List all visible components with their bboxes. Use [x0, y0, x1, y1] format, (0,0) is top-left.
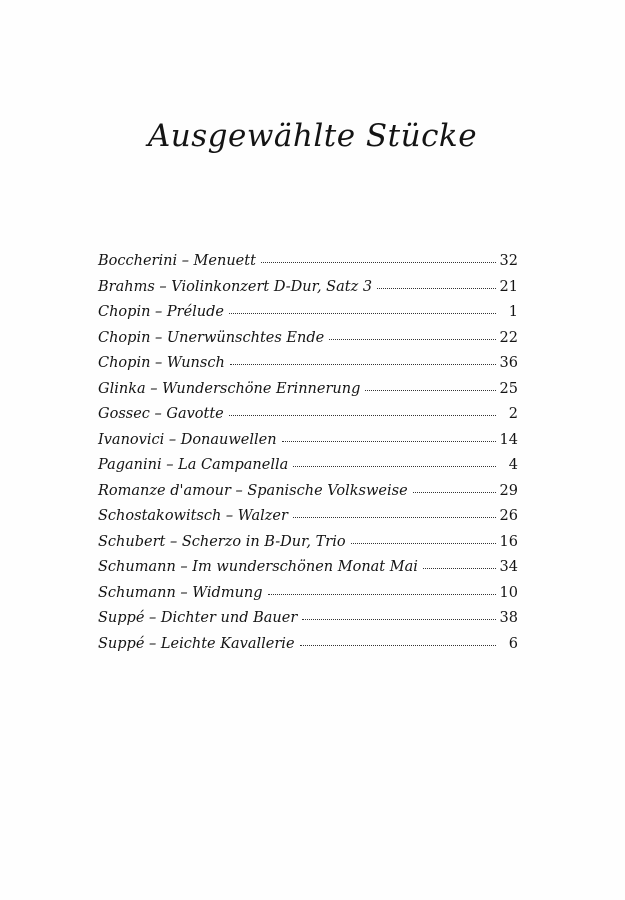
toc-page-number: 21: [499, 278, 518, 295]
toc-entry-title: Suppé – Leichte Kavallerie: [98, 635, 295, 652]
toc-entry-title: Boccherini – Menuett: [98, 253, 256, 269]
toc-page-number: 6: [508, 635, 518, 652]
toc-entry: [98, 636, 518, 662]
toc-entry-title: Schostakowitsch – Walzer: [98, 508, 288, 524]
toc-entry-title: Ivanovici – Donauwellen: [98, 431, 277, 448]
toc-page-number: 38: [499, 610, 518, 626]
toc-entry-title: Chopin – Wunsch: [98, 355, 225, 371]
toc-entry: [98, 432, 518, 458]
toc-entry-title: Schumann – Im wunderschönen Monat Mai: [98, 559, 418, 575]
toc-entry: [98, 355, 518, 381]
toc-entry-title: Schumann – Widmung: [98, 584, 263, 601]
toc-entry: [98, 279, 518, 305]
toc-entry-title: Chopin – Prélude: [98, 304, 224, 320]
toc-entry-title: Chopin – Unerwünschtes Ende: [98, 329, 325, 346]
toc-entry: [98, 534, 518, 560]
toc-page-number: 36: [499, 355, 518, 371]
toc-page-number: 10: [499, 584, 518, 601]
toc-entry: [98, 457, 518, 483]
dot-leader: [229, 313, 496, 314]
toc-page-number: 4: [508, 457, 518, 473]
toc-entry: [98, 304, 518, 330]
toc-entry: [98, 610, 518, 636]
toc-entry: [98, 483, 518, 509]
toc-page-number: 22: [499, 329, 518, 346]
page-title: Ausgewählte Stücke: [147, 118, 478, 154]
toc-page-number: 32: [499, 253, 518, 269]
table-of-contents: [98, 253, 518, 661]
toc-entry-title: Romanze d'amour – Spanische Volksweise: [98, 482, 408, 499]
toc-entry-title: Schubert – Scherzo in B-Dur, Trio: [98, 533, 346, 550]
toc-page-number: 25: [499, 380, 518, 397]
toc-entry: [98, 381, 518, 407]
dot-leader: [261, 262, 496, 263]
toc-entry: [98, 253, 518, 279]
dot-leader: [377, 288, 495, 289]
dot-leader: [300, 645, 496, 646]
toc-entry-title: Suppé – Dichter und Bauer: [98, 610, 298, 626]
toc-entry-title: Brahms – Violinkonzert D-Dur, Satz 3: [98, 278, 373, 295]
toc-entry-title: Glinka – Wunderschöne Erinnerung: [98, 380, 361, 397]
toc-entry: [98, 585, 518, 611]
toc-page-number: 34: [499, 559, 518, 575]
dot-leader: [282, 441, 496, 442]
dot-leader: [365, 390, 495, 391]
toc-entry-title: Gossec – Gavotte: [98, 406, 224, 422]
dot-leader: [423, 568, 496, 569]
dot-leader: [268, 594, 496, 595]
dot-leader: [413, 492, 496, 493]
toc-entry-title: Paganini – La Campanella: [98, 457, 289, 473]
toc-page-number: 2: [508, 406, 518, 422]
dot-leader: [293, 517, 496, 518]
dot-leader: [229, 415, 496, 416]
toc-page-number: 29: [499, 482, 518, 499]
dot-leader: [293, 466, 496, 467]
dot-leader: [302, 619, 495, 620]
toc-entry: [98, 508, 518, 534]
dot-leader: [351, 543, 496, 544]
toc-entry: [98, 559, 518, 585]
toc-page-number: 1: [508, 304, 518, 320]
dot-leader: [329, 339, 495, 340]
toc-page-number: 26: [499, 508, 518, 524]
toc-entry: [98, 330, 518, 356]
dot-leader: [230, 364, 496, 365]
toc-entry: [98, 406, 518, 432]
toc-page-number: 16: [499, 533, 518, 550]
toc-page-number: 14: [499, 431, 518, 448]
